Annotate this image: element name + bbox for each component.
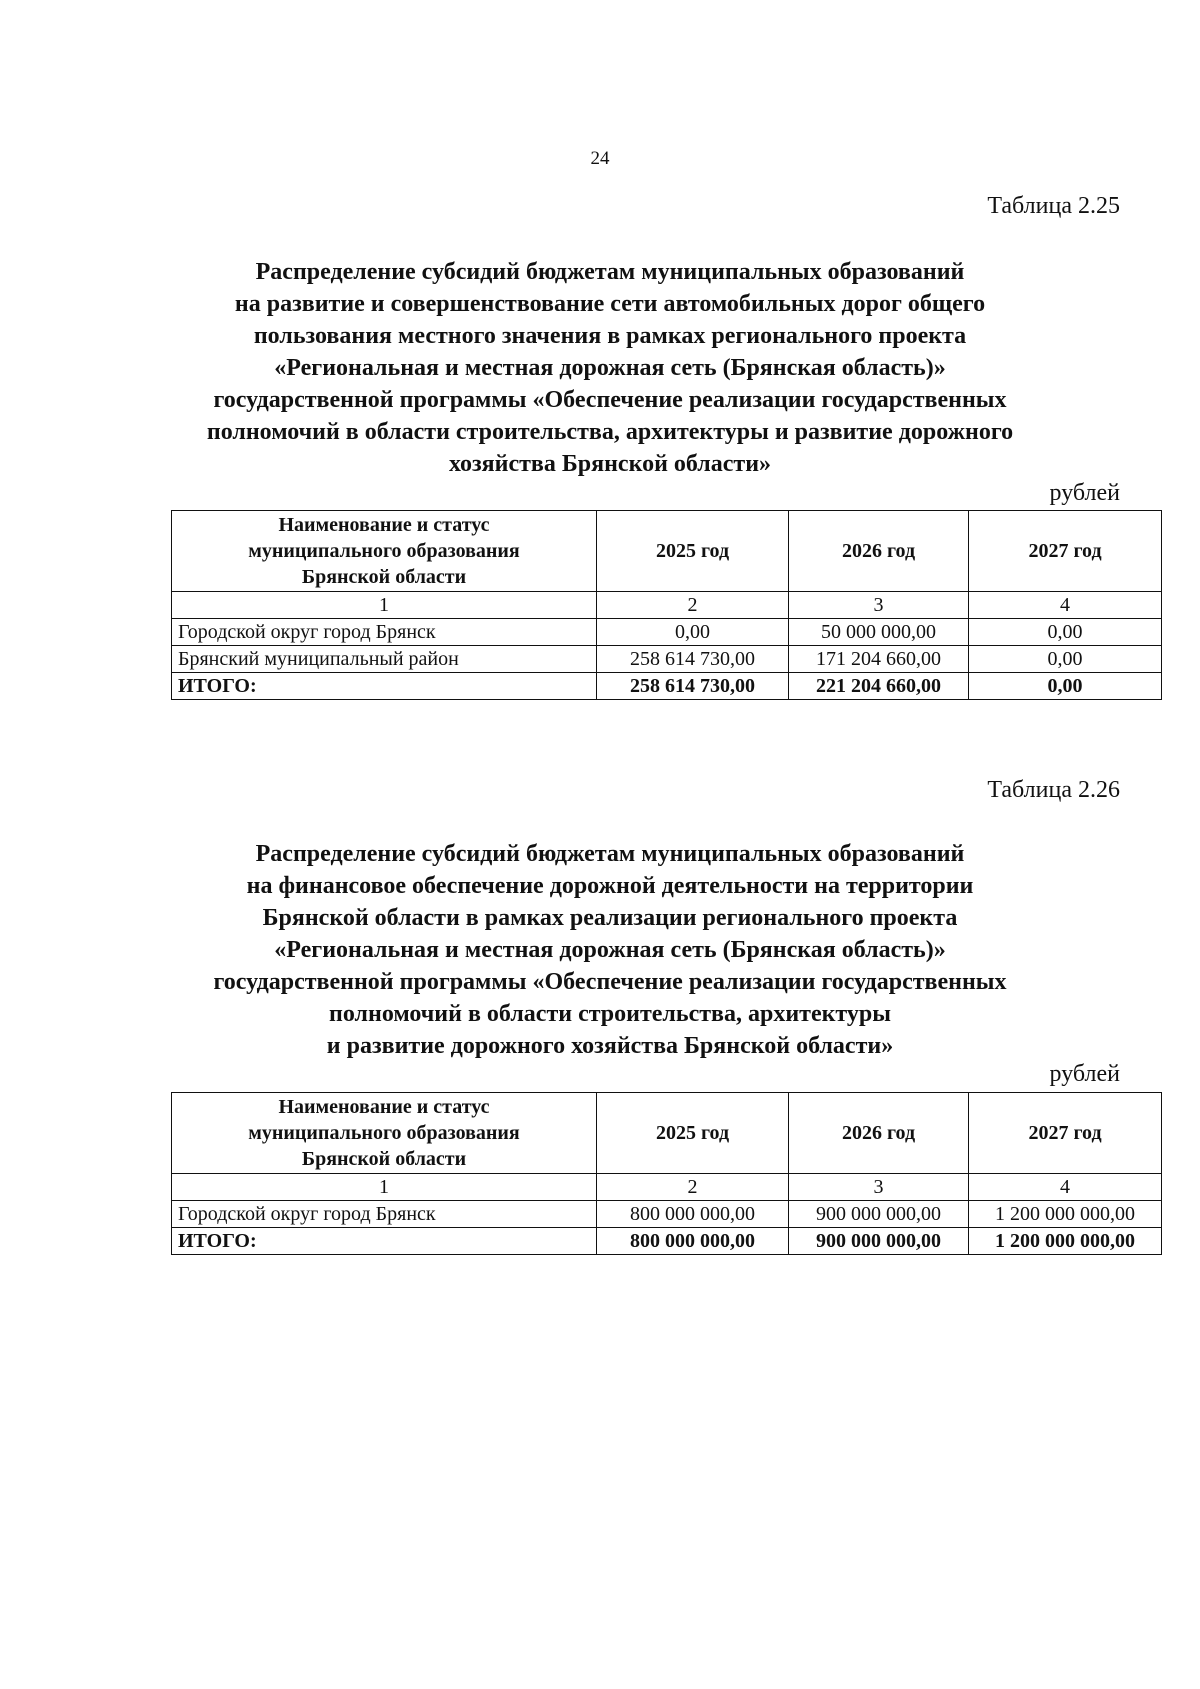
table-title <box>140 256 1080 480</box>
title-line: полномочий в области строительства, архитектуры и развитие дорожного <box>206 419 1014 445</box>
value-2027: 0,00 <box>969 619 1162 646</box>
header-name-column <box>172 511 597 592</box>
header-name-column <box>172 1093 597 1174</box>
total-label: ИТОГО: <box>172 673 597 700</box>
title-line: хозяйства Брянской области» <box>448 451 772 477</box>
units-label: рублей <box>1049 1061 1120 1087</box>
value-2025: 258 614 730,00 <box>597 646 789 673</box>
total-2027: 0,00 <box>969 673 1162 700</box>
value-2027: 1 200 000 000,00 <box>969 1201 1162 1228</box>
header-line: Брянской области <box>301 1148 467 1170</box>
data-table <box>171 510 1162 700</box>
title-line: «Региональная и местная дорожная сеть (Брянская область)» <box>274 355 946 381</box>
value-2027: 0,00 <box>969 646 1162 673</box>
table-header-row <box>172 511 1162 592</box>
title-line: Распределение субсидий бюджетам муниципальных образований <box>255 259 965 285</box>
page-number: 24 <box>590 148 610 169</box>
title-line: Брянской области в рамках реализации регионального проекта <box>262 905 958 931</box>
table-row <box>172 619 1162 646</box>
units-label: рублей <box>1049 480 1120 506</box>
column-number: 3 <box>789 1174 969 1201</box>
total-2025: 800 000 000,00 <box>597 1228 789 1255</box>
total-2026: 221 204 660,00 <box>789 673 969 700</box>
header-year: 2027 год <box>969 1093 1162 1174</box>
value-2026: 900 000 000,00 <box>789 1201 969 1228</box>
data-table <box>171 1092 1162 1255</box>
total-label: ИТОГО: <box>172 1228 597 1255</box>
title-line: на развитие и совершенствование сети автомобильных дорог общего <box>234 291 986 317</box>
value-2025: 0,00 <box>597 619 789 646</box>
header-year: 2026 год <box>789 511 969 592</box>
column-number: 2 <box>597 1174 789 1201</box>
value-2026: 50 000 000,00 <box>789 619 969 646</box>
column-numbers-row <box>172 592 1162 619</box>
column-number: 2 <box>597 592 789 619</box>
total-row <box>172 673 1162 700</box>
municipality-name: Брянский муниципальный район <box>172 646 597 673</box>
table-header-row <box>172 1093 1162 1174</box>
table-row <box>172 1201 1162 1228</box>
column-number: 4 <box>969 592 1162 619</box>
header-line: Наименование и статус <box>278 514 490 536</box>
value-2025: 800 000 000,00 <box>597 1201 789 1228</box>
value-2026: 171 204 660,00 <box>789 646 969 673</box>
title-line: государственной программы «Обеспечение реализации государственных <box>213 387 1007 413</box>
title-line: «Региональная и местная дорожная сеть (Брянская область)» <box>274 937 946 963</box>
header-year: 2025 год <box>597 511 789 592</box>
municipality-name: Городской округ город Брянск <box>172 1201 597 1228</box>
header-line: муниципального образования <box>248 1122 520 1144</box>
column-number: 3 <box>789 592 969 619</box>
title-line: и развитие дорожного хозяйства Брянской области» <box>326 1033 894 1059</box>
municipality-name: Городской округ город Брянск <box>172 619 597 646</box>
title-line: на финансовое обеспечение дорожной деятельности на территории <box>246 873 974 899</box>
header-line: Наименование и статус <box>278 1096 490 1118</box>
header-year: 2027 год <box>969 511 1162 592</box>
table-row <box>172 646 1162 673</box>
total-2026: 900 000 000,00 <box>789 1228 969 1255</box>
title-line: Распределение субсидий бюджетам муниципальных образований <box>255 841 965 867</box>
header-line: муниципального образования <box>248 540 520 562</box>
total-2027: 1 200 000 000,00 <box>969 1228 1162 1255</box>
header-year: 2026 год <box>789 1093 969 1174</box>
header-line: Брянской области <box>301 566 467 588</box>
table-title <box>140 838 1080 1062</box>
column-number: 1 <box>172 1174 597 1201</box>
column-number: 4 <box>969 1174 1162 1201</box>
total-row <box>172 1228 1162 1255</box>
column-number: 1 <box>172 592 597 619</box>
title-line: государственной программы «Обеспечение реализации государственных <box>213 969 1007 995</box>
total-2025: 258 614 730,00 <box>597 673 789 700</box>
column-numbers-row <box>172 1174 1162 1201</box>
title-line: пользования местного значения в рамках регионального проекта <box>253 323 967 349</box>
header-year: 2025 год <box>597 1093 789 1174</box>
table-label: Таблица 2.25 <box>987 193 1120 219</box>
table-label: Таблица 2.26 <box>987 777 1120 803</box>
title-line: полномочий в области строительства, архитектуры <box>329 1001 891 1027</box>
